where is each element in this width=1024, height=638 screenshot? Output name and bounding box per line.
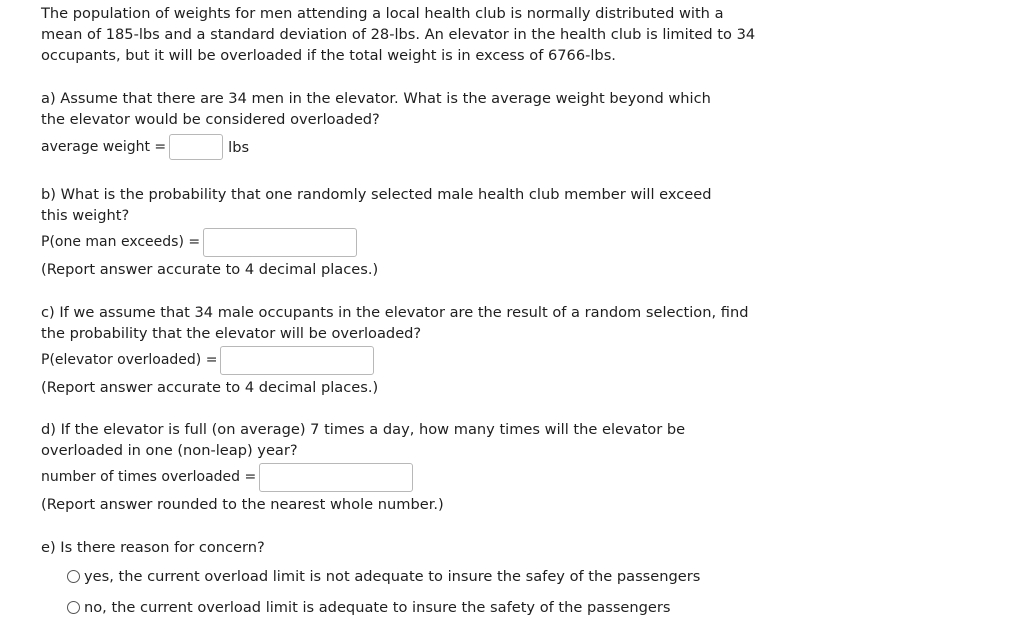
part-a-question: a) Assume that there are 34 men in the elevator. What is the average weight beyond which the elevator would be considered overloaded?: [41, 90, 711, 128]
option-yes-label: yes, the current overload limit is not adequate to insure the safey of the passengers: [84, 567, 701, 585]
one-man-exceeds-input[interactable]: [203, 228, 357, 257]
part-c: [41, 302, 761, 398]
part-c-note: (Report answer accurate to 4 decimal places.): [41, 379, 379, 396]
part-b-label: P(one man exceeds) =: [41, 234, 201, 250]
times-overloaded-input[interactable]: [259, 463, 413, 492]
part-d-question: d) If the elevator is full (on average) 7 times a day, how many times will the elevator be overloaded in one (non-leap) year?: [41, 421, 686, 459]
part-c-answer-row: [41, 345, 761, 375]
problem-intro: [41, 3, 761, 66]
part-a-unit: lbs: [228, 138, 250, 156]
average-weight-input[interactable]: [169, 134, 223, 160]
part-a: [41, 88, 731, 162]
part-d: [41, 419, 753, 515]
part-b: [41, 184, 741, 280]
part-e-question: e) Is there reason for concern?: [41, 539, 265, 556]
part-b-note: (Report answer accurate to 4 decimal places.): [41, 261, 379, 278]
part-b-question: b) What is the probability that one randomly selected male health club member will exceed this weight?: [41, 186, 712, 224]
option-yes[interactable]: [67, 563, 761, 589]
part-b-answer-row: [41, 227, 741, 257]
intro-text: The population of weights for men attending a local health club is normally distributed with a mean of 185-lbs and a standard deviation of 28-lbs. An elevator in the health club is limited to 34 occupants, but it will be overloaded if the total weight is in excess of 6766-lbs.: [41, 5, 756, 64]
part-c-question: c) If we assume that 34 male occupants in the elevator are the result of a random selection, find the probability that the elevator will be overloaded?: [41, 304, 749, 342]
part-d-label: number of times overloaded =: [41, 469, 257, 485]
elevator-overloaded-input[interactable]: [220, 346, 374, 375]
part-a-answer-row: [41, 132, 731, 162]
part-e: [41, 537, 761, 620]
radio-yes[interactable]: [67, 570, 80, 583]
radio-no[interactable]: [67, 601, 80, 614]
part-d-answer-row: [41, 462, 753, 492]
part-d-note: (Report answer rounded to the nearest whole number.): [41, 496, 444, 513]
part-a-label: average weight =: [41, 139, 167, 155]
part-c-label: P(elevator overloaded) =: [41, 352, 218, 368]
concern-options: [67, 563, 761, 620]
option-no-label: no, the current overload limit is adequate to insure the safety of the passengers: [84, 598, 671, 616]
option-no[interactable]: [67, 594, 761, 620]
